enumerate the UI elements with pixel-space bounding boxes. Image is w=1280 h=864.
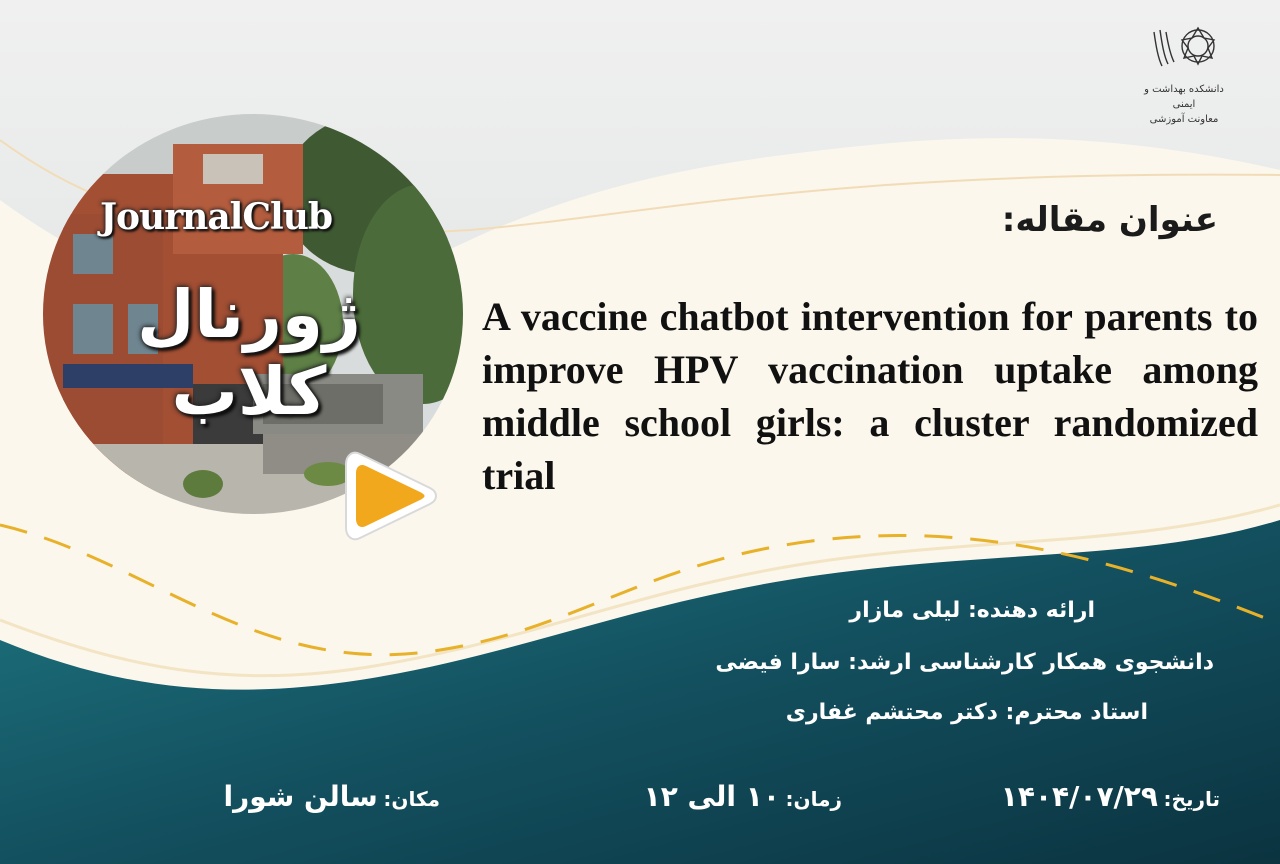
student: دانشجوی همکار کارشناسی ارشد: سارا فیضی [715,650,1214,675]
student-line [0,650,1280,675]
place-label: مکان: [383,787,440,811]
emblem-line-1: دانشکده بهداشت و ایمنی [1144,84,1224,110]
date-label: تاریخ: [1163,787,1220,811]
time-value: ۱۰ الی ۱۲ [643,780,780,813]
article-title: A vaccine chatbot intervention for parents to improve HPV vaccination uptake among middle school girls: a cluster randomized trial [482,294,1258,498]
journal-club-english-title: JournalClub [100,196,333,238]
presenter-line [0,598,1280,623]
emblem-line-2: معاونت آموزشی [1149,114,1219,125]
place-value: سالن شورا [223,780,378,813]
place-field [224,780,441,813]
journal-club-persian-title: ژورنال کلاب [137,276,361,430]
presenter: ارائه دهنده: لیلی مازار [849,598,1095,623]
emblem-caption [1142,82,1226,127]
article-heading: عنوان مقاله: [1001,200,1218,240]
date-field [1001,780,1220,813]
professor: استاد محترم: دکتر محتشم غفاری [785,700,1148,725]
time-label: زمان: [785,787,842,811]
professor-line [0,700,1280,725]
play-icon[interactable] [342,440,442,552]
date-value: ۱۴۰۴/۰۷/۲۹ [1000,780,1158,813]
time-field [644,780,842,813]
